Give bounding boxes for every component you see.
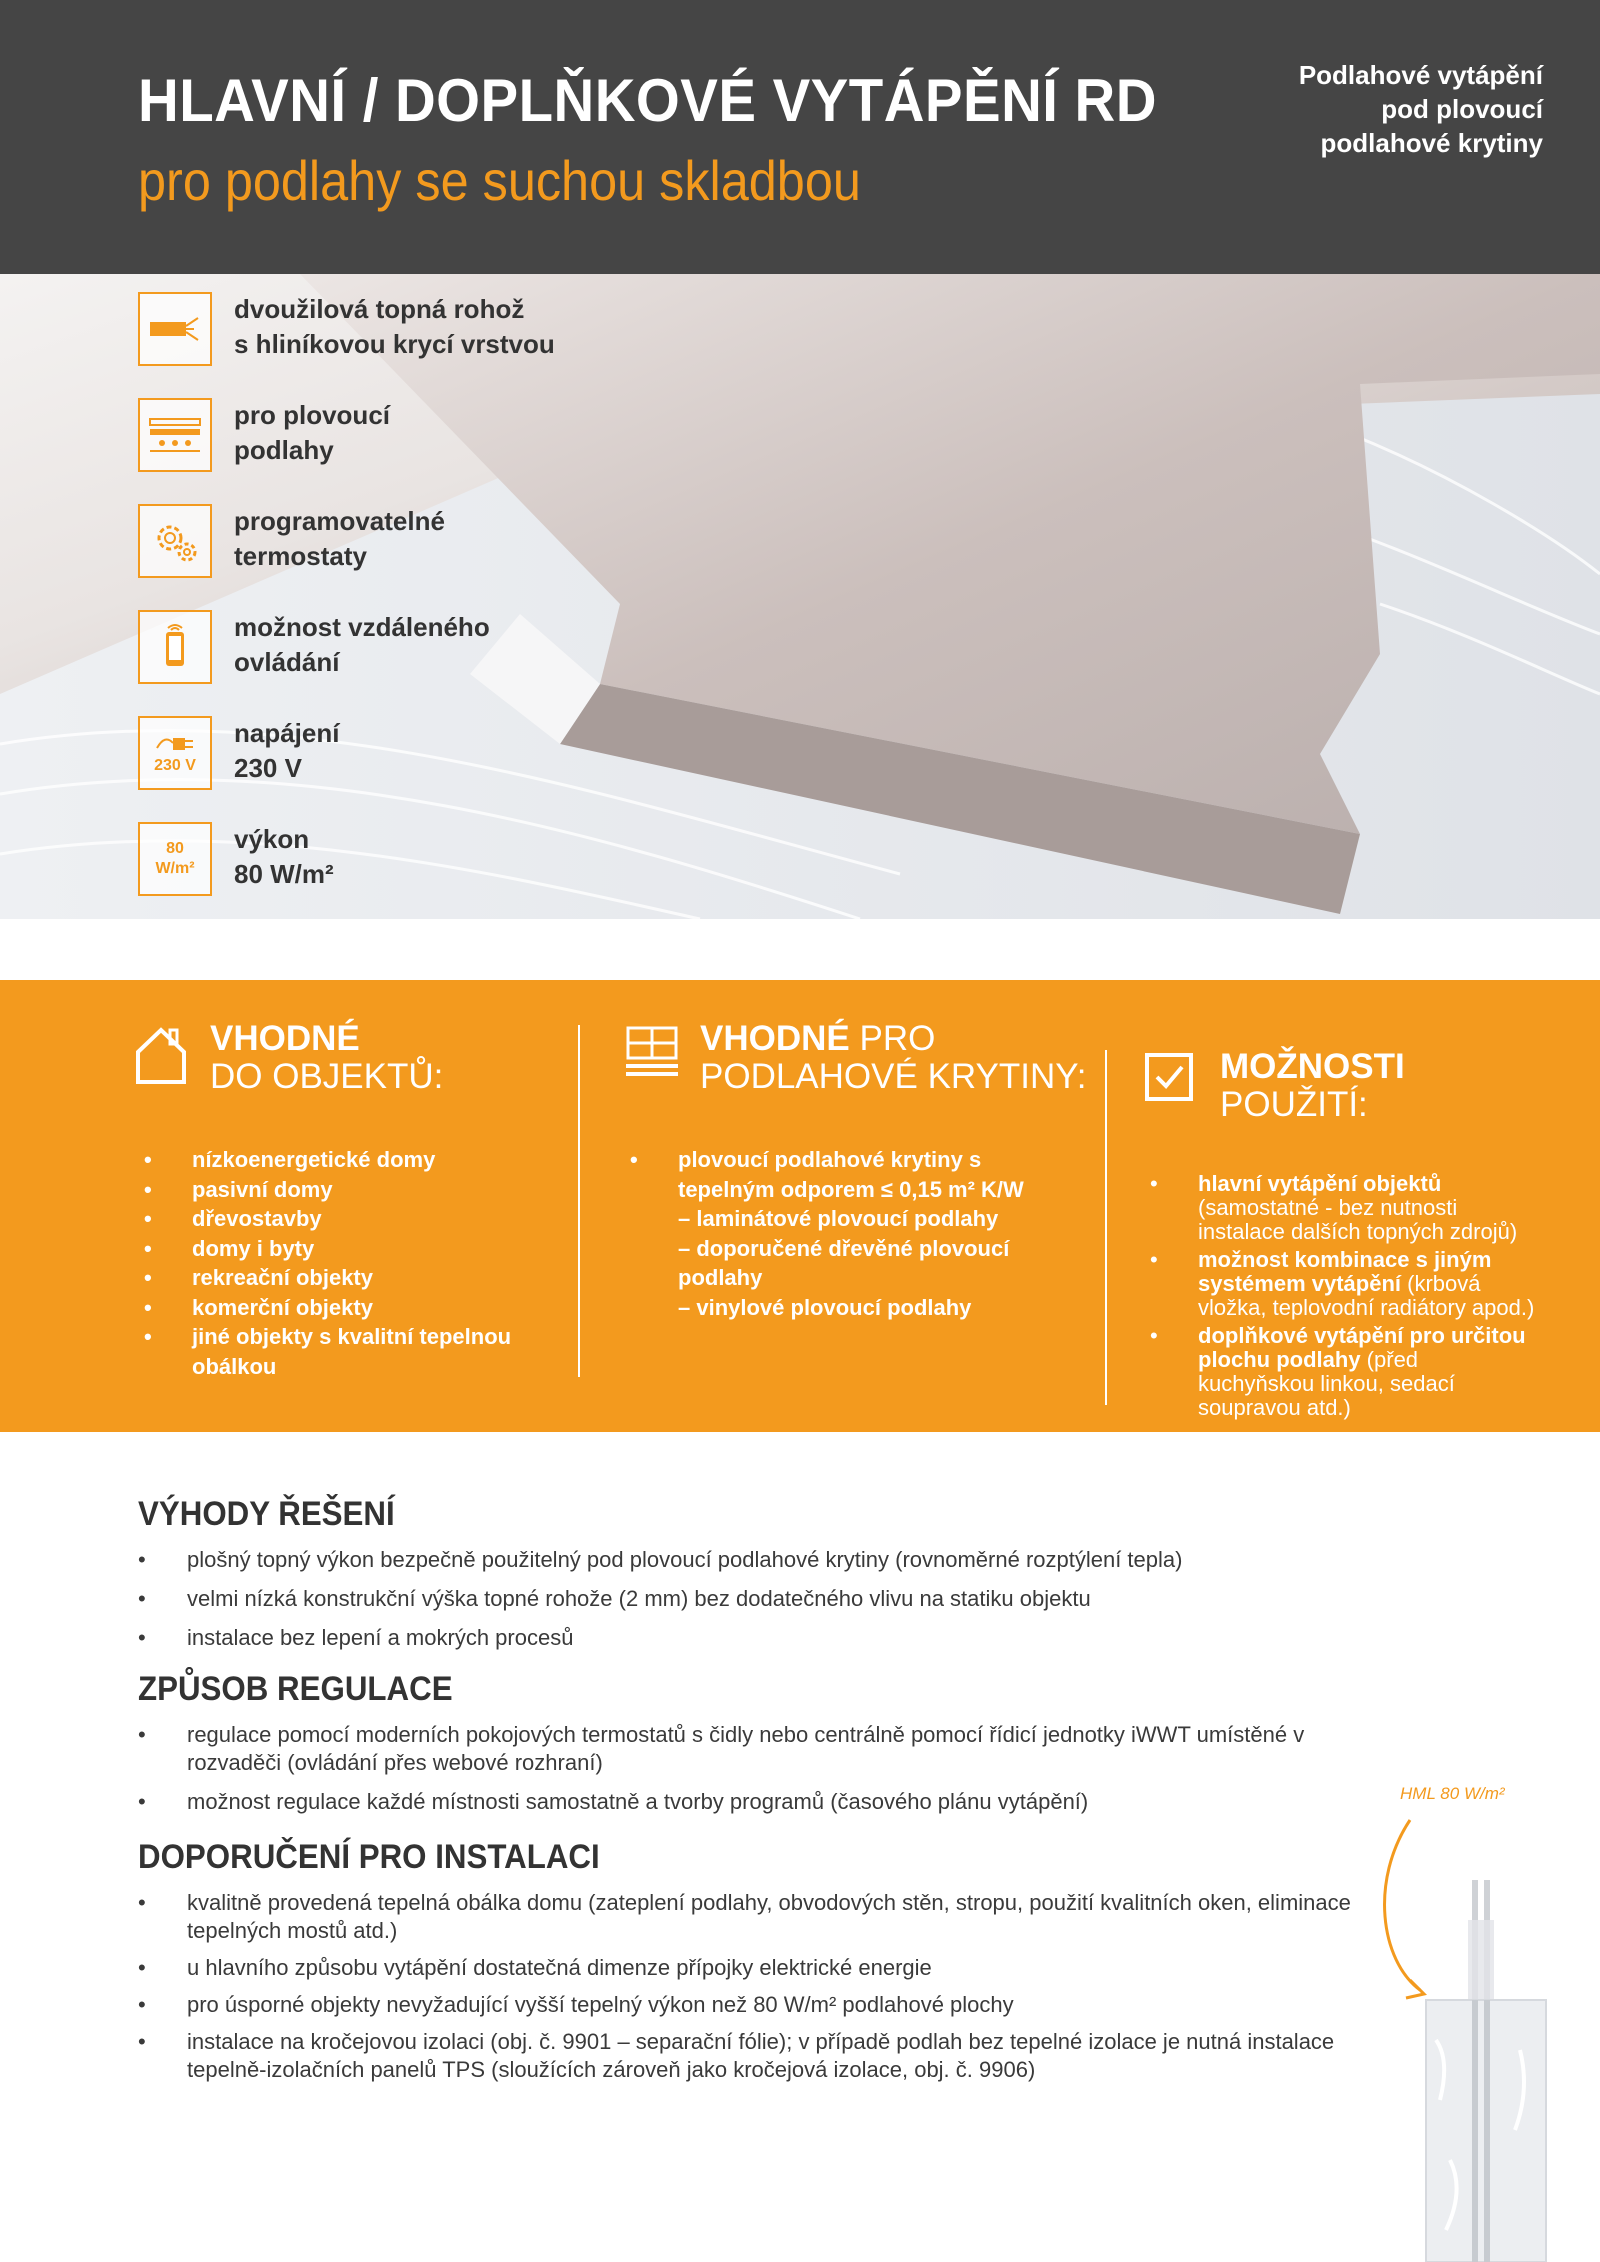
list-item: • instalace na kročejovou izolaci (obj. č. 9901 – separační fólie); v případě podlah bez tepelné izolace je nutná instalace tepelně-izolačních panelů TPS (sloužících zároveň jako kročejová izolace, obj. č. 9906): [138, 2028, 1368, 2084]
page-subtitle: pro podlahy se suchou skladbou: [138, 149, 861, 212]
list-item: • velmi nízká konstrukční výška topné rohože (2 mm) bez dodatečného vlivu na statiku objektu: [138, 1585, 1368, 1613]
sub-item: – doporučené dřevěné plovoucí podlahy: [678, 1235, 1010, 1290]
sub-item: – vinylové plovoucí podlahy: [678, 1294, 972, 1320]
feature-line: termostaty: [234, 541, 367, 571]
list-item: • hlavní vytápění objektů (samostatné - bez nutnosti instalace dalších topných zdrojů): [1150, 1172, 1540, 1244]
list-item: • domy i byty: [144, 1234, 564, 1264]
feature-line: 230 V: [234, 753, 302, 783]
column-heading: MOŽNOSTI POUŽITÍ:: [1220, 1047, 1405, 1124]
heating-mat-icon: [138, 292, 212, 366]
checkbox-icon: [1144, 1052, 1196, 1104]
product-photo: [0, 274, 1600, 919]
power-badge-value: 80: [166, 840, 184, 857]
usage-list: [1150, 1172, 1540, 1420]
page-title: HLAVNÍ / DOPLŇKOVÉ VYTÁPĚNÍ RD: [138, 67, 1157, 134]
feature-item: [138, 398, 698, 488]
smartphone-icon: [138, 610, 212, 684]
list-item: • kvalitně provedená tepelná obálka domu (zateplení podlahy, obvodových stěn, stropu, použití kvalitních oken, eliminace tepelných mostů atd.): [138, 1889, 1368, 1945]
feature-item: [138, 822, 698, 912]
feature-text: [234, 292, 694, 362]
list-item: • pro úsporné objekty nevyžadující vyšší tepelný výkon než 80 W/m² podlahové plochy: [138, 1991, 1368, 2019]
feature-text: [234, 610, 694, 680]
power-badge-unit: W/m²: [155, 860, 195, 877]
feature-text: [234, 504, 694, 574]
feature-line: dvoužilová topná rohož: [234, 294, 525, 324]
objects-list: [144, 1145, 564, 1381]
floor-tiles-icon: [624, 1024, 680, 1080]
tagline-line: Podlahové vytápění: [1298, 60, 1543, 90]
section-title-installation: DOPORUČENÍ PRO INSTALACI: [138, 1838, 600, 1876]
sub-item: – laminátové plovoucí podlahy: [678, 1206, 999, 1231]
tagline-line: pod plovoucí: [1381, 94, 1543, 124]
heating-cable-illustration: [1380, 1800, 1600, 2262]
list-item-text: plovoucí podlahové krytiny s tepelným odporem ≤ 0,15 m² K/W: [678, 1147, 1024, 1202]
section-title-advantages: VÝHODY ŘEŠENÍ: [138, 1495, 395, 1533]
feature-text: [234, 398, 694, 468]
power-badge-icon: [138, 822, 212, 896]
list-item: • možnost kombinace s jiným systémem vytápění (krbová vložka, teplovodní radiátory apod.): [1150, 1248, 1540, 1320]
column-heading: VHODNÉ PRO PODLAHOVÉ KRYTINY:: [700, 1019, 1087, 1096]
list-item: • regulace pomocí moderních pokojových termostatů s čidly nebo centrálně pomocí řídicí jednotky iWWT umístěné v rozvaděči (ovládání přes webové rozhraní): [138, 1721, 1338, 1777]
list-item: • jiné objekty s kvalitní tepelnou obálkou: [144, 1322, 564, 1381]
column-divider: [1105, 1050, 1107, 1405]
feature-line: programovatelné: [234, 506, 445, 536]
list-item: • pasivní domy: [144, 1175, 564, 1205]
list-item: • doplňkové vytápění pro určitou plochu podlahy (před kuchyňskou linkou, sedací soupravou atd.): [1150, 1324, 1540, 1420]
gear-icon: [138, 504, 212, 578]
list-item: • možnost regulace každé místnosti samostatně a tvorby programů (časového plánu vytápění): [138, 1788, 1338, 1816]
regulation-list: [138, 1721, 1338, 1816]
list-item: • dřevostavby: [144, 1204, 564, 1234]
list-item: • rekreační objekty: [144, 1263, 564, 1293]
house-icon: [134, 1024, 188, 1086]
feature-line: možnost vzdáleného: [234, 612, 490, 642]
floorings-list: [630, 1145, 1040, 1322]
header-tagline: [1299, 58, 1543, 160]
feature-line: pro plovoucí: [234, 400, 390, 430]
suitability-panel: [0, 980, 1600, 1432]
feature-line: podlahy: [234, 435, 334, 465]
feature-line: napájení: [234, 718, 340, 748]
feature-line: 80 W/m²: [234, 859, 334, 889]
feature-item: [138, 610, 698, 700]
feature-item: [138, 504, 698, 594]
list-item: • plošný topný výkon bezpečně použitelný pod plovoucí podlahové krytiny (rovnoměrné rozptýlení tepla): [138, 1546, 1368, 1574]
list-item: • instalace bez lepení a mokrých procesů: [138, 1624, 1368, 1652]
feature-item: [138, 716, 698, 806]
advantages-list: [138, 1546, 1368, 1652]
list-item: • komerční objekty: [144, 1293, 564, 1323]
list-item: • u hlavního způsobu vytápění dostatečná dimenze přípojky elektrické energie: [138, 1954, 1368, 1982]
voltage-badge: 230 V: [154, 757, 196, 774]
plug-icon: [138, 716, 212, 790]
tagline-line: podlahové krytiny: [1320, 128, 1543, 158]
header: [0, 0, 1600, 274]
column-divider: [578, 1025, 580, 1377]
column-heading: VHODNÉ DO OBJEKTŮ:: [210, 1019, 444, 1096]
list-item: • nízkoenergetické domy: [144, 1145, 564, 1175]
feature-text: [234, 716, 694, 786]
list-item: [630, 1145, 1040, 1322]
feature-item: [138, 292, 698, 382]
feature-line: s hliníkovou krycí vrstvou: [234, 329, 555, 359]
installation-list: [138, 1889, 1368, 2084]
floating-floor-icon: [138, 398, 212, 472]
cable-label: HML 80 W/m²: [1400, 1784, 1505, 1803]
section-title-regulation: ZPŮSOB REGULACE: [138, 1670, 453, 1708]
feature-text: [234, 822, 694, 892]
feature-line: výkon: [234, 824, 310, 854]
feature-line: ovládání: [234, 647, 340, 677]
